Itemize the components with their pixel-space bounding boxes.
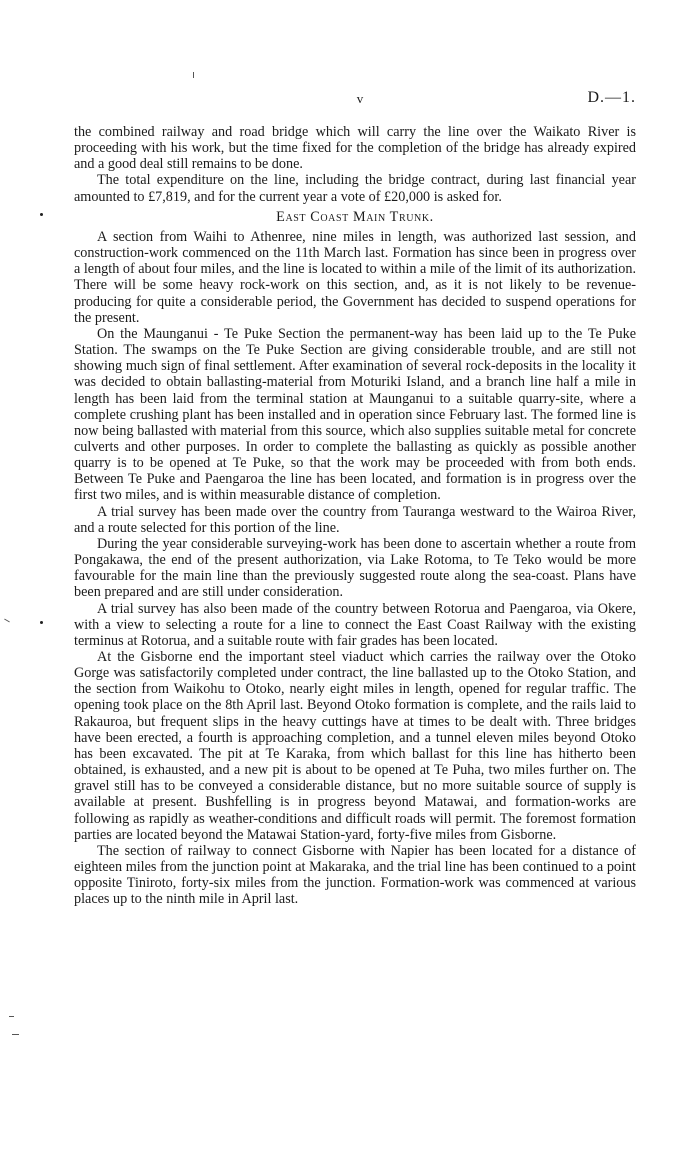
paragraph-tauranga-survey: A trial survey has been made over the country from Tauranga westward to the Wairoa River, and a route selected for this portion of the line. — [74, 503, 636, 536]
section-heading: East Coast Main Trunk. — [276, 208, 434, 225]
paragraph-maunganui-te-puke: On the Maunganui - Te Puke Section the permanent-way has been laid up to the Te Puke Station. The swamps on the Te Puke Section are giving considerable trouble, and are still not showing much sign of final settlement. After examination of several rock-deposits in the locality it was decided to obtain ballasting-material from Moturiki Island, and a branch line half a mile in length has been laid from the terminal station at Maunganui to a suitable quarry-site, where a complete crushing plant has been installed and in operation since February last. The formed line is now being ballasted with material from this source, which also supplies suitable metal for concrete culverts and other purposes. In order to complete the ballasting as quickly as possible another quarry is to be opened at Te Puke, so that the work may be proceeded with from both ends. Between Te Puke and Paengaroa the line has been located, and formation is in progress over the first two miles, and is within measurable distance of completion. — [74, 325, 636, 504]
page-number: v — [356, 91, 364, 106]
paragraph-rotorua-survey: A trial survey has also been made of the country between Rotorua and Paengaroa, via Okere, with a view to selecting a route for a line to connect the East Coast Railway with the existing terminus at Rotorua, and a suitable route with fair grades has been located. — [74, 600, 636, 649]
document-code: D.—1. — [587, 89, 636, 106]
margin-mark — [4, 619, 10, 623]
paragraph-waihi-athenree: A section from Waihi to Athenree, nine miles in length, was authorized last session, and construction-work commenced on the 11th March last. Formation has since been in progress over a length of about four miles, and the line is located to within a mile of the limit of its authorization. There will be some heavy rock-work on this section, and, as it is not likely to be revenue-producing for quite a considerable period, the Government has decided to suspend operations for the present. — [74, 228, 636, 326]
header-rule-fragment — [193, 72, 194, 78]
paragraph-pongakawa-route: During the year considerable surveying-work has been done to ascertain whether a route from Pongakawa, the end of the present authorization, via Lake Rotoma, to Te Teko would be more favourable for the main line than the previously suggested route along the sea-coast. Plans have been prepared and are still under consideration. — [74, 535, 636, 601]
paragraph-expenditure: The total expenditure on the line, including the bridge contract, during last financial year amounted to £7,819, and for the current year a vote of £20,000 is asked for. — [74, 172, 636, 205]
paragraph-gisborne-napier: The section of railway to connect Gisborne with Napier has been located for a distance of eighteen miles from the junction point at Makaraka, and the trial line has been continued to a point opposite Tiniroto, forty-six miles from the junction. Formation-work was commenced at various places up to the ninth mile in April last. — [74, 842, 636, 908]
margin-mark — [12, 1034, 19, 1035]
body-text — [74, 124, 636, 908]
margin-dot — [40, 621, 43, 624]
paragraph-gisborne-end: At the Gisborne end the important steel viaduct which carries the railway over the Otoko Gorge was satisfactorily completed under contract, the line ballasted up to the Otoko Station, and the section from Waikohu to Otoko, nearly eight miles in length, opened for regular traffic. The opening took place on the 8th April last. Beyond Otoko formation is complete, and the rails laid to Rakauroa, but frequent slips in the heavy cuttings have at times to be dealt with. Three bridges have been erected, a fourth is approaching completion, and a tunnel eleven miles beyond Otoko has been excavated. The pit at Te Karaka, from which ballast for this line has hitherto been obtained, is exhausted, and a new pit is about to be opened at Te Puha, two miles further on. The gravel still has to be conveyed a considerable distance, but no more suitable source of supply is available at present. Bushfelling is in progress beyond Matawai, and formation-works are following as rapidly as weather-conditions and difficult roads will permit. The foremost formation parties are located beyond the Matawai Station-yard, forty-five miles from Gisborne. — [74, 649, 636, 843]
paragraph-continued: the combined railway and road bridge which will carry the line over the Waikato River is proceeding with his work, but the time fixed for the completion of the bridge has already expired and a good deal still remains to be done. — [74, 124, 636, 173]
margin-dot — [40, 213, 43, 216]
margin-mark — [9, 1016, 14, 1017]
